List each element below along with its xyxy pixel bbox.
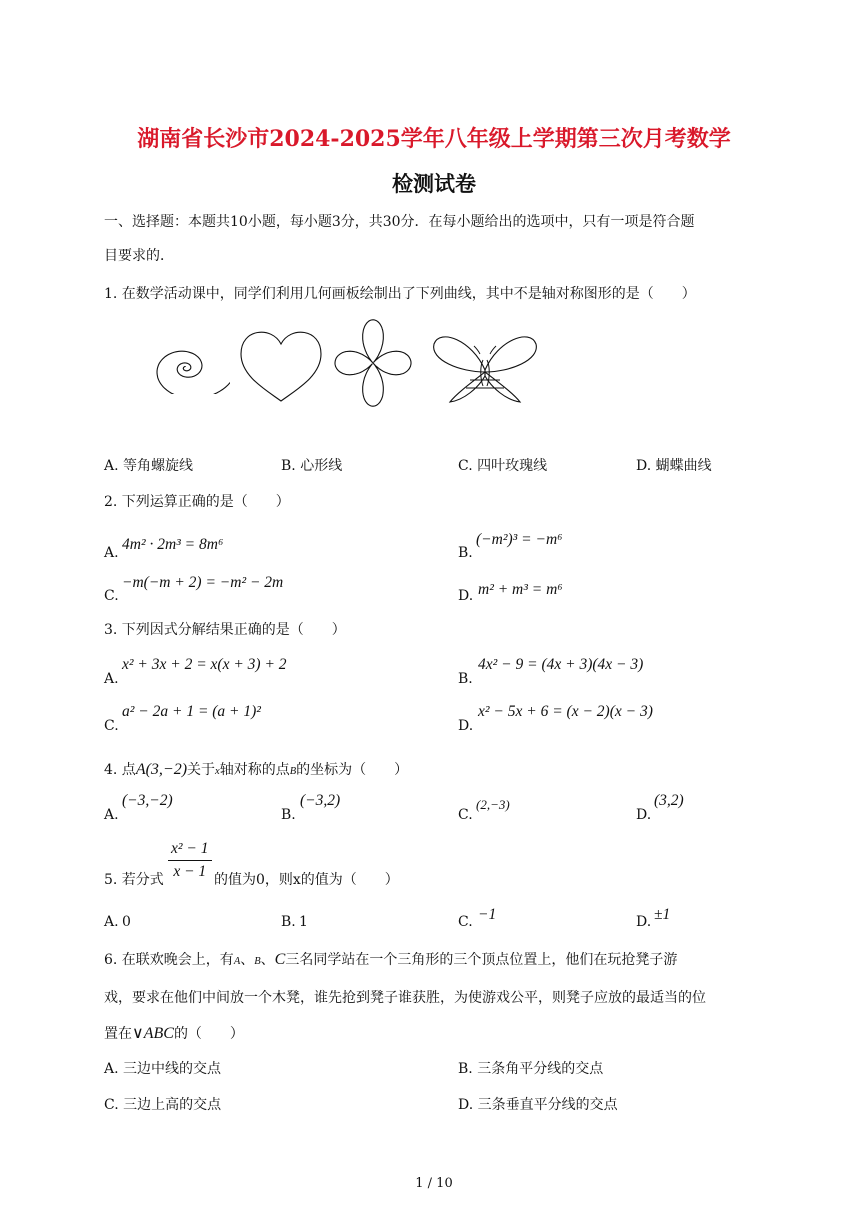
- q4-number: 4. 点: [104, 762, 136, 778]
- q5-label-d: D.: [636, 914, 652, 930]
- q6-sep-1: 、: [240, 952, 255, 968]
- rose-figure: [333, 318, 413, 408]
- q2-option-b: (−m²)³ = −m⁶: [476, 531, 563, 548]
- q3-option-b: 4x² − 9 = (4x + 3)(4x − 3): [478, 656, 644, 673]
- q3-label-a: A.: [104, 671, 119, 687]
- q6-option-c: C. 三边上高的交点: [104, 1097, 222, 1113]
- butterfly-figure: [430, 330, 540, 408]
- q5-option-b: 1: [299, 914, 308, 930]
- q6-line1: [104, 951, 677, 971]
- q2-label-b: B.: [458, 545, 473, 561]
- q6-line3-suffix: 的（ ）: [173, 1026, 244, 1042]
- q5-label-c: C.: [458, 914, 473, 930]
- q4-point: A(3,−2): [135, 761, 188, 778]
- q3-stem: 3. 下列因式分解结果正确的是（ ）: [104, 622, 346, 638]
- q6-triangle: ∨ABC: [132, 1025, 174, 1042]
- q5-prefix: 5. 若分式: [104, 872, 164, 888]
- q6-student-c: C: [274, 951, 286, 968]
- q5-fraction: [168, 840, 212, 881]
- q4-text-2: 轴对称的点: [219, 762, 290, 778]
- page-subtitle: 检测试卷: [392, 171, 476, 196]
- q3-label-c: C.: [104, 718, 119, 734]
- q3-option-a: x² + 3x + 2 = x(x + 3) + 2: [122, 656, 287, 673]
- q2-label-a: A.: [104, 545, 119, 561]
- q6-option-d: D. 三条垂直平分线的交点: [458, 1097, 618, 1113]
- q2-option-d: m² + m³ = m⁶: [478, 581, 563, 598]
- q5-option-c: −1: [478, 906, 497, 923]
- q6-text: 三名同学站在一个三角形的三个顶点位置上，他们在玩抢凳子游: [285, 952, 678, 968]
- q5-label-b: B.: [281, 914, 296, 930]
- q1-option-b: B. 心形线: [281, 458, 343, 474]
- section-instructions-cont: 目要求的．: [104, 248, 174, 264]
- q6-student-a: A: [233, 956, 241, 967]
- q6-line3-prefix: 置在: [104, 1026, 132, 1042]
- q6-sep-2: 、: [260, 952, 275, 968]
- q4-point-b: B: [289, 766, 297, 777]
- q5-denominator: x − 1: [173, 863, 207, 880]
- q3-label-d: D.: [458, 718, 474, 734]
- q3-option-c: a² − 2a + 1 = (a + 1)²: [122, 703, 261, 720]
- heart-figure: [238, 326, 324, 404]
- q4-option-b: (−3,2): [300, 792, 341, 809]
- q2-label-d: D.: [458, 588, 474, 604]
- q5-option-d: ±1: [654, 906, 671, 923]
- q4-option-d: (3,2): [654, 792, 684, 809]
- q3-option-d: x² − 5x + 6 = (x − 2)(x − 3): [478, 703, 653, 720]
- q1-stem: 1. 在数学活动课中，同学们利用几何画板绘制出了下列曲线，其中不是轴对称图形的是（ ）: [104, 286, 696, 302]
- q1-option-d: D. 蝴蝶曲线: [636, 458, 712, 474]
- q2-option-c: −m(−m + 2) = −m² − 2m: [122, 574, 284, 591]
- q6-option-a: A. 三边中线的交点: [104, 1061, 222, 1077]
- q2-stem: 2. 下列运算正确的是（ ）: [104, 494, 290, 510]
- q4-text-3: 的坐标为（ ）: [296, 762, 409, 778]
- q4-text-1: 关于: [187, 762, 216, 778]
- q6-student-b: B: [254, 956, 261, 967]
- q5-numerator: x² − 1: [168, 840, 212, 861]
- q4-stem: [104, 761, 408, 781]
- q5-label-a: A.: [104, 914, 119, 930]
- q1-option-c: C. 四叶玫瑰线: [458, 458, 548, 474]
- q4-axis: x: [215, 766, 220, 777]
- q2-label-c: C.: [104, 588, 119, 604]
- page-title: 湖南省长沙市2024-2025学年八年级上学期第三次月考数学: [137, 126, 731, 152]
- q1-option-a: A. 等角螺旋线: [104, 458, 194, 474]
- q6-option-b: B. 三条角平分线的交点: [458, 1061, 604, 1077]
- q5-option-a: 0: [122, 914, 131, 930]
- q3-label-b: B.: [458, 671, 473, 687]
- spiral-figure: [100, 322, 230, 394]
- page-number: 1 / 10: [415, 1176, 453, 1191]
- q6-prefix: 6. 在联欢晚会上，有: [104, 952, 234, 968]
- q6-line2: 戏，要求在他们中间放一个木凳，谁先抢到凳子谁获胜，为使游戏公平，则凳子应放的最适当的位: [104, 990, 706, 1006]
- q4-label-a: A.: [104, 807, 119, 823]
- q5-suffix: 的值为0，则x的值为（ ）: [214, 872, 399, 888]
- q6-line3: [104, 1025, 244, 1043]
- q4-label-d: D.: [636, 807, 652, 823]
- q4-label-c: C.: [458, 807, 473, 823]
- q4-option-a: (−3,−2): [122, 792, 173, 809]
- section-instructions: 一、选择题：本题共10小题，每小题3分，共30分．在每小题给出的选项中，只有一项是符合题: [104, 214, 695, 230]
- q2-option-a: 4m² · 2m³ = 8m⁶: [122, 536, 224, 553]
- q4-option-c: (2,−3): [476, 797, 510, 812]
- q4-label-b: B.: [281, 807, 296, 823]
